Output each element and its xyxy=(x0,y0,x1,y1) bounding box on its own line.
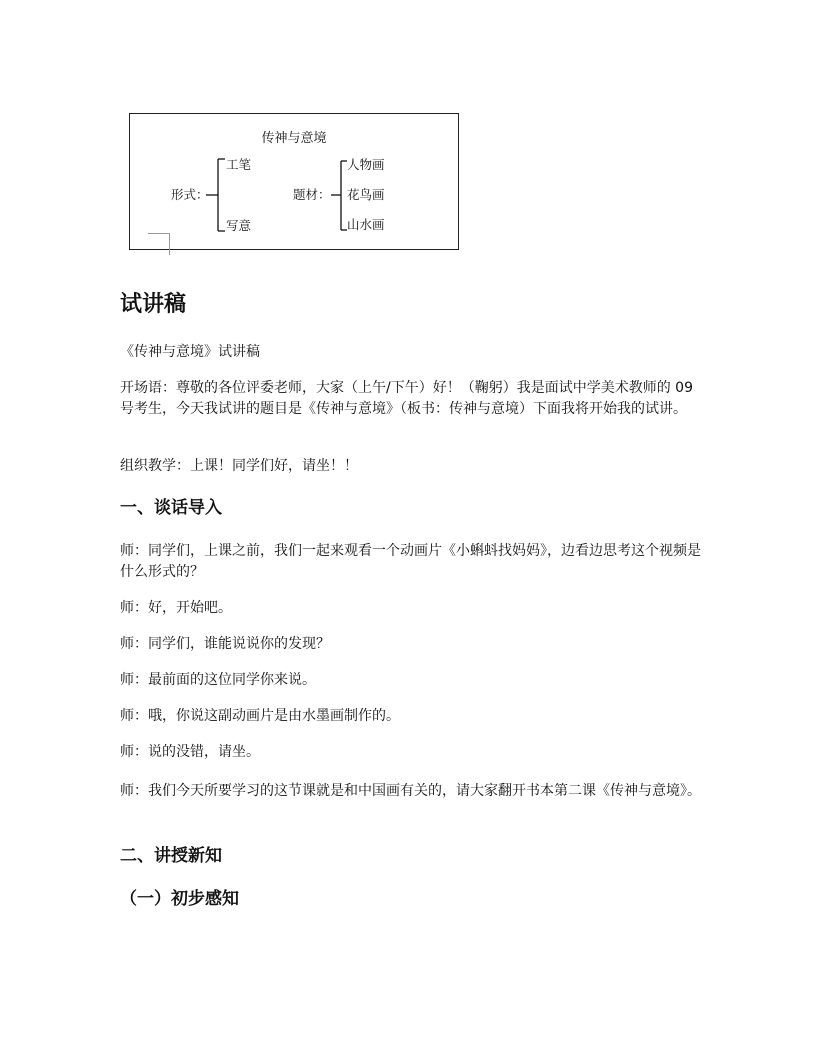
document-title: 试讲稿 xyxy=(120,292,187,317)
subject-item-landscape: 山水画 xyxy=(347,217,385,232)
paragraph-dialog-4: 师：最前面的这位同学你来说。 xyxy=(120,672,316,688)
paragraph-dialog-3: 师：同学们，谁能说说你的发现？ xyxy=(120,636,330,652)
paragraph-dialog-7: 师：我们今天所要学习的这节课就是和中国画有关的，请大家翻开书本第二课《传神与意境》。 xyxy=(120,783,701,799)
section-heading-new-knowledge: 二、讲授新知 xyxy=(120,846,222,866)
text-boundary-mark xyxy=(148,233,170,255)
form-label: 形式： xyxy=(171,187,209,202)
paragraph-dialog-6: 师：说的没错，请坐。 xyxy=(120,744,260,760)
paragraph-lesson-title: 《传神与意境》试讲稿 xyxy=(120,344,260,360)
paragraph-opening: 开场语：尊敬的各位评委老师，大家（上午/下午）好！（鞠躬）我是面试中学美术教师的 09 号考生，今天我试讲的题目是《传神与意境》（板书：传神与意境）下面我将开始我的试讲。 xyxy=(120,380,693,417)
paragraph-dialog-1: 师：同学们，上课之前，我们一起来观看一个动画片《小蝌蚪找妈妈》，边看边思考这个视频是什么形式的？ xyxy=(120,543,701,580)
board-diagram xyxy=(129,113,459,250)
section-heading-intro: 一、谈话导入 xyxy=(120,498,222,518)
subsection-heading-initial-perception: （一）初步感知 xyxy=(120,889,239,909)
form-item-xieyi: 写意 xyxy=(226,218,252,233)
paragraph-organize: 组织教学：上课！同学们好，请坐！！ xyxy=(120,458,358,474)
form-item-gongbi: 工笔 xyxy=(226,157,252,172)
bracket-lines xyxy=(130,114,460,251)
subject-item-figure: 人物画 xyxy=(347,157,385,172)
subject-item-bird-flower: 花鸟画 xyxy=(347,187,385,202)
board-title: 传神与意境 xyxy=(261,131,327,146)
subject-label: 题材： xyxy=(293,187,331,202)
paragraph-dialog-5: 师：哦，你说这副动画片是由水墨画制作的。 xyxy=(120,708,400,724)
paragraph-dialog-2: 师：好，开始吧。 xyxy=(120,600,232,616)
